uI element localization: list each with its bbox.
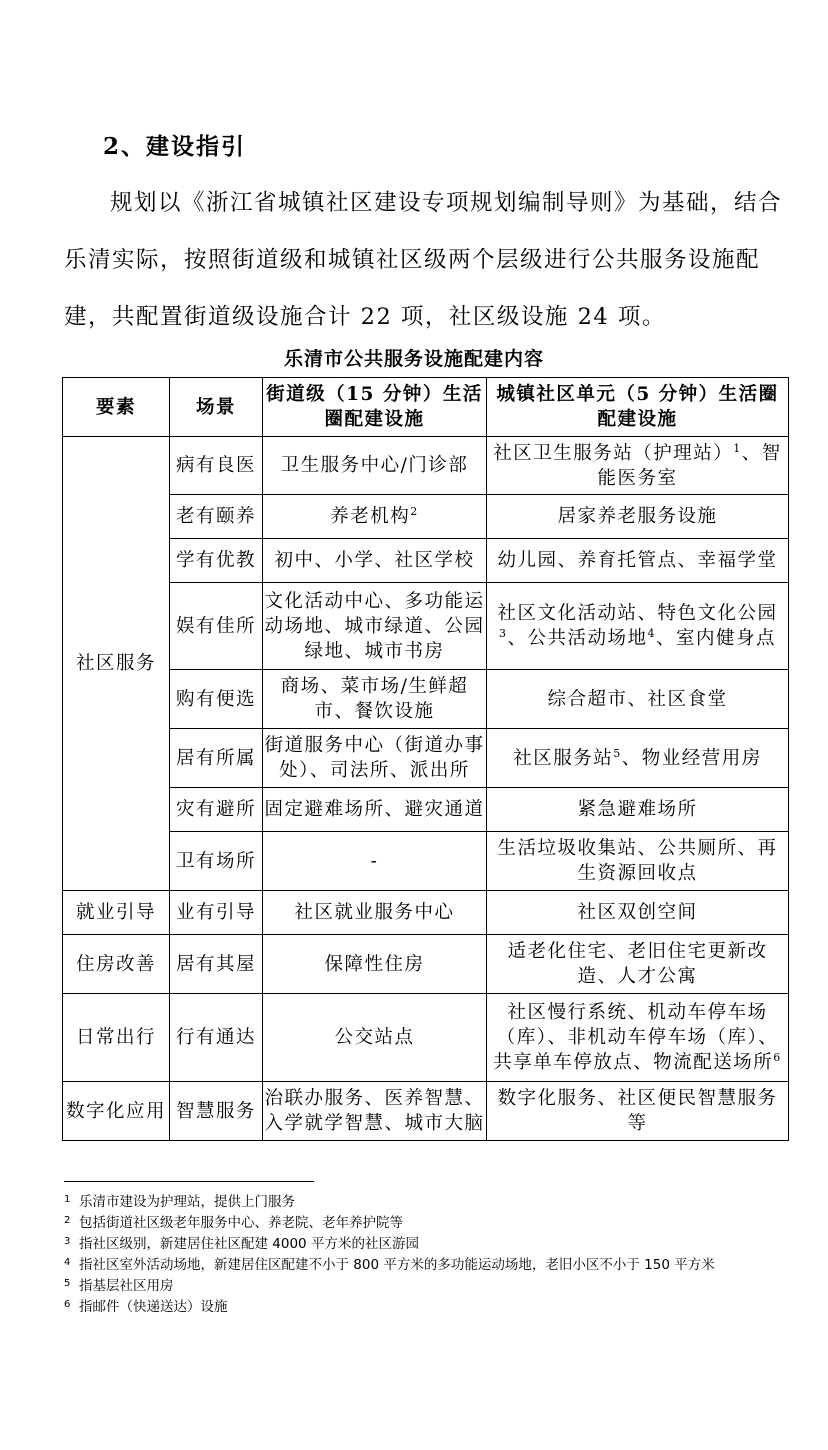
community-cell: 紧急避难场所 bbox=[487, 788, 789, 832]
section-heading: 2、建设指引 bbox=[103, 133, 247, 160]
footnote-text: 指社区室外活动场地，新建居住区配建不小于 800 平方米的多功能运动场地，老旧小区不小于 150 平方米 bbox=[79, 1257, 715, 1273]
scene-cell: 娱有佳所 bbox=[170, 583, 263, 670]
table-row bbox=[63, 437, 789, 495]
street-cell: 初中、小学、社区学校 bbox=[263, 539, 487, 583]
header-element: 要素 bbox=[63, 378, 170, 437]
cell-text: 社区卫生服务站（护理站） bbox=[493, 442, 734, 464]
footnote-ref: 2 bbox=[410, 504, 419, 518]
community-cell bbox=[487, 437, 789, 495]
group-cell: 住房改善 bbox=[63, 935, 170, 994]
scene-cell: 学有优教 bbox=[170, 539, 263, 583]
street-cell bbox=[263, 495, 487, 539]
table-row bbox=[63, 1082, 789, 1141]
facilities-table bbox=[62, 377, 789, 1141]
group-cell: 数字化应用 bbox=[63, 1082, 170, 1141]
header-street-level: 街道级（15 分钟）生活圈配建设施 bbox=[263, 378, 487, 437]
header-community-level: 城镇社区单元（5 分钟）生活圈配建设施 bbox=[487, 378, 789, 437]
scene-cell: 居有所属 bbox=[170, 729, 263, 788]
scene-cell: 卫有场所 bbox=[170, 832, 263, 891]
scene-cell: 行有通达 bbox=[170, 994, 263, 1082]
footnote-number: 2 bbox=[64, 1215, 71, 1226]
cell-text: 、室内健身点 bbox=[656, 628, 777, 649]
table-row bbox=[63, 994, 789, 1082]
cell-text: 社区服务站 bbox=[513, 747, 614, 769]
table-header-row bbox=[63, 378, 789, 437]
street-cell: 治联办服务、医养智慧、入学就学智慧、城市大脑 bbox=[263, 1082, 487, 1141]
group-cell: 社区服务 bbox=[63, 437, 170, 891]
group-cell: 日常出行 bbox=[63, 994, 170, 1082]
scene-cell: 购有便选 bbox=[170, 670, 263, 729]
footnote-divider bbox=[64, 1181, 314, 1182]
street-cell: 商场、菜市场/生鲜超市、餐饮设施 bbox=[263, 670, 487, 729]
footnote-number: 6 bbox=[64, 1299, 71, 1310]
table-row bbox=[63, 495, 789, 539]
footnote-text: 指社区级别，新建居住社区配建 4000 平方米的社区游园 bbox=[79, 1236, 419, 1252]
table-row bbox=[63, 935, 789, 994]
intro-paragraph: 规划以《浙江省城镇社区建设专项规划编制导则》为基础，结合乐清实际，按照街道级和城镇社区级两个层级进行公共服务设施配建，共配置街道级设施合计 22 项，社区级设施 24 项。 bbox=[64, 190, 783, 330]
table-caption: 乐清市公共服务设施配建内容 bbox=[283, 348, 544, 370]
footnote-ref: 5 bbox=[613, 746, 622, 760]
header-scene: 场景 bbox=[170, 378, 263, 437]
community-cell: 幼儿园、养育托管点、幸福学堂 bbox=[487, 539, 789, 583]
street-cell: 卫生服务中心/门诊部 bbox=[263, 437, 487, 495]
cell-text: 、智能医务室 bbox=[597, 442, 782, 489]
footnote-number: 4 bbox=[64, 1257, 71, 1268]
table-row bbox=[63, 539, 789, 583]
table-row bbox=[63, 788, 789, 832]
footnote-text: 乐清市建设为护理站，提供上门服务 bbox=[79, 1194, 295, 1210]
community-cell: 综合超市、社区食堂 bbox=[487, 670, 789, 729]
footnote bbox=[64, 1255, 784, 1276]
cell-text: 社区慢行系统、机动车停车场（库）、非机动车停车场（库）、共享单车停放点、物流配送场所 bbox=[493, 1002, 779, 1073]
table-row bbox=[63, 583, 789, 670]
street-cell: 文化活动中心、多功能运动场地、城市绿道、公园绿地、城市书房 bbox=[263, 583, 487, 670]
scene-cell: 老有颐养 bbox=[170, 495, 263, 539]
table-row bbox=[63, 891, 789, 935]
footnotes bbox=[64, 1192, 784, 1318]
footnote-ref: 4 bbox=[647, 626, 656, 640]
street-cell: 公交站点 bbox=[263, 994, 487, 1082]
community-cell: 社区双创空间 bbox=[487, 891, 789, 935]
community-cell bbox=[487, 994, 789, 1082]
cell-text: 社区文化活动站、特色文化公园 bbox=[497, 603, 778, 624]
cell-text: 养老机构 bbox=[330, 506, 411, 527]
footnote-text: 包括街道社区级老年服务中心、养老院、老年养护院等 bbox=[79, 1215, 403, 1231]
footnote bbox=[64, 1234, 784, 1255]
community-cell bbox=[487, 729, 789, 788]
cell-text: 、物业经营用房 bbox=[621, 747, 762, 769]
footnote-number: 5 bbox=[64, 1278, 71, 1289]
scene-cell: 居有其屋 bbox=[170, 935, 263, 994]
cell-text: 、公共活动场地 bbox=[507, 628, 648, 649]
footnote-ref: 6 bbox=[773, 1050, 782, 1064]
street-cell: - bbox=[263, 832, 487, 891]
footnote-text: 指基层社区用房 bbox=[79, 1278, 174, 1294]
table-row bbox=[63, 670, 789, 729]
scene-cell: 灾有避所 bbox=[170, 788, 263, 832]
footnote bbox=[64, 1276, 784, 1297]
table-row bbox=[63, 729, 789, 788]
community-cell: 居家养老服务设施 bbox=[487, 495, 789, 539]
footnote-number: 1 bbox=[64, 1194, 71, 1205]
group-cell: 就业引导 bbox=[63, 891, 170, 935]
footnote bbox=[64, 1213, 784, 1234]
community-cell: 适老化住宅、老旧住宅更新改造、人才公寓 bbox=[487, 935, 789, 994]
street-cell: 固定避难场所、避灾通道 bbox=[263, 788, 487, 832]
footnote-number: 3 bbox=[64, 1236, 71, 1247]
scene-cell: 病有良医 bbox=[170, 437, 263, 495]
footnote bbox=[64, 1192, 784, 1213]
scene-cell: 业有引导 bbox=[170, 891, 263, 935]
community-cell: 数字化服务、社区便民智慧服务等 bbox=[487, 1082, 789, 1141]
footnote-text: 指邮件（快递送达）设施 bbox=[79, 1299, 228, 1315]
footnote-ref: 3 bbox=[498, 626, 508, 640]
community-cell bbox=[487, 583, 789, 670]
table-row bbox=[63, 832, 789, 891]
footnote-ref: 1 bbox=[733, 441, 742, 455]
street-cell: 社区就业服务中心 bbox=[263, 891, 487, 935]
footnote bbox=[64, 1297, 784, 1318]
community-cell: 生活垃圾收集站、公共厕所、再生资源回收点 bbox=[487, 832, 789, 891]
street-cell: 保障性住房 bbox=[263, 935, 487, 994]
scene-cell: 智慧服务 bbox=[170, 1082, 263, 1141]
street-cell: 街道服务中心（街道办事处）、司法所、派出所 bbox=[263, 729, 487, 788]
